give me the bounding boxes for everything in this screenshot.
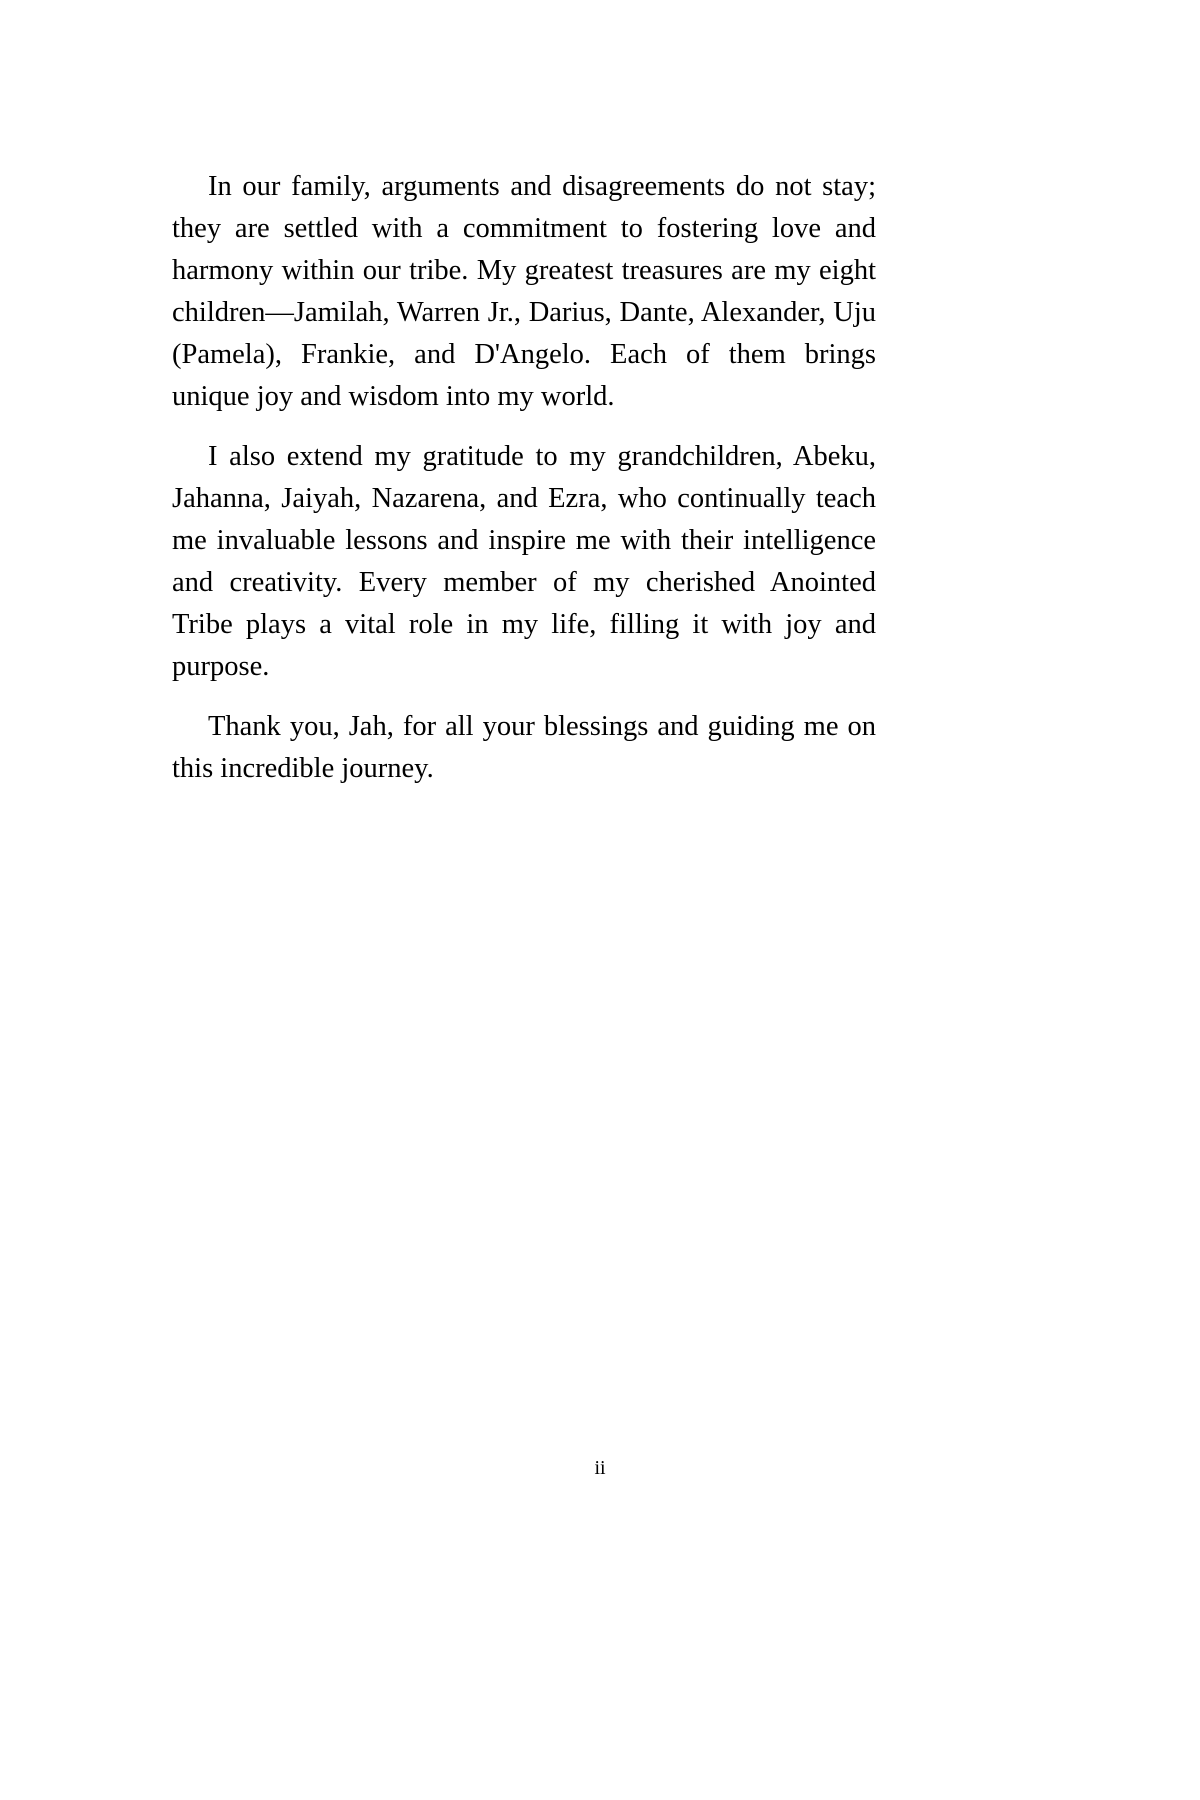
body-paragraph-2: I also extend my gratitude to my grandchildren, Abeku, Jahanna, Jaiyah, Nazarena, and Ezra, who continually teach me invaluable lessons and inspire me with their intelligence and creativity. Every member of my cherished Anointed Tribe plays a vital role in my life, filling it with joy and purpose. [172,441,876,682]
body-paragraph-1: In our family, arguments and disagreements do not stay; they are settled with a commitment to fostering love and harmony within our tribe. My greatest treasures are my eight children—Jamilah, Warren Jr., Darius, Dante, Alexander, Uju (Pamela), Frankie, and D'Angelo. Each of them brings unique joy and wisdom into my world. [172,171,876,412]
page-number: ii [594,1457,606,1479]
page-body-text [172,166,876,790]
body-paragraph-3: Thank you, Jah, for all your blessings and guiding me on this incredible journey. [172,711,876,784]
